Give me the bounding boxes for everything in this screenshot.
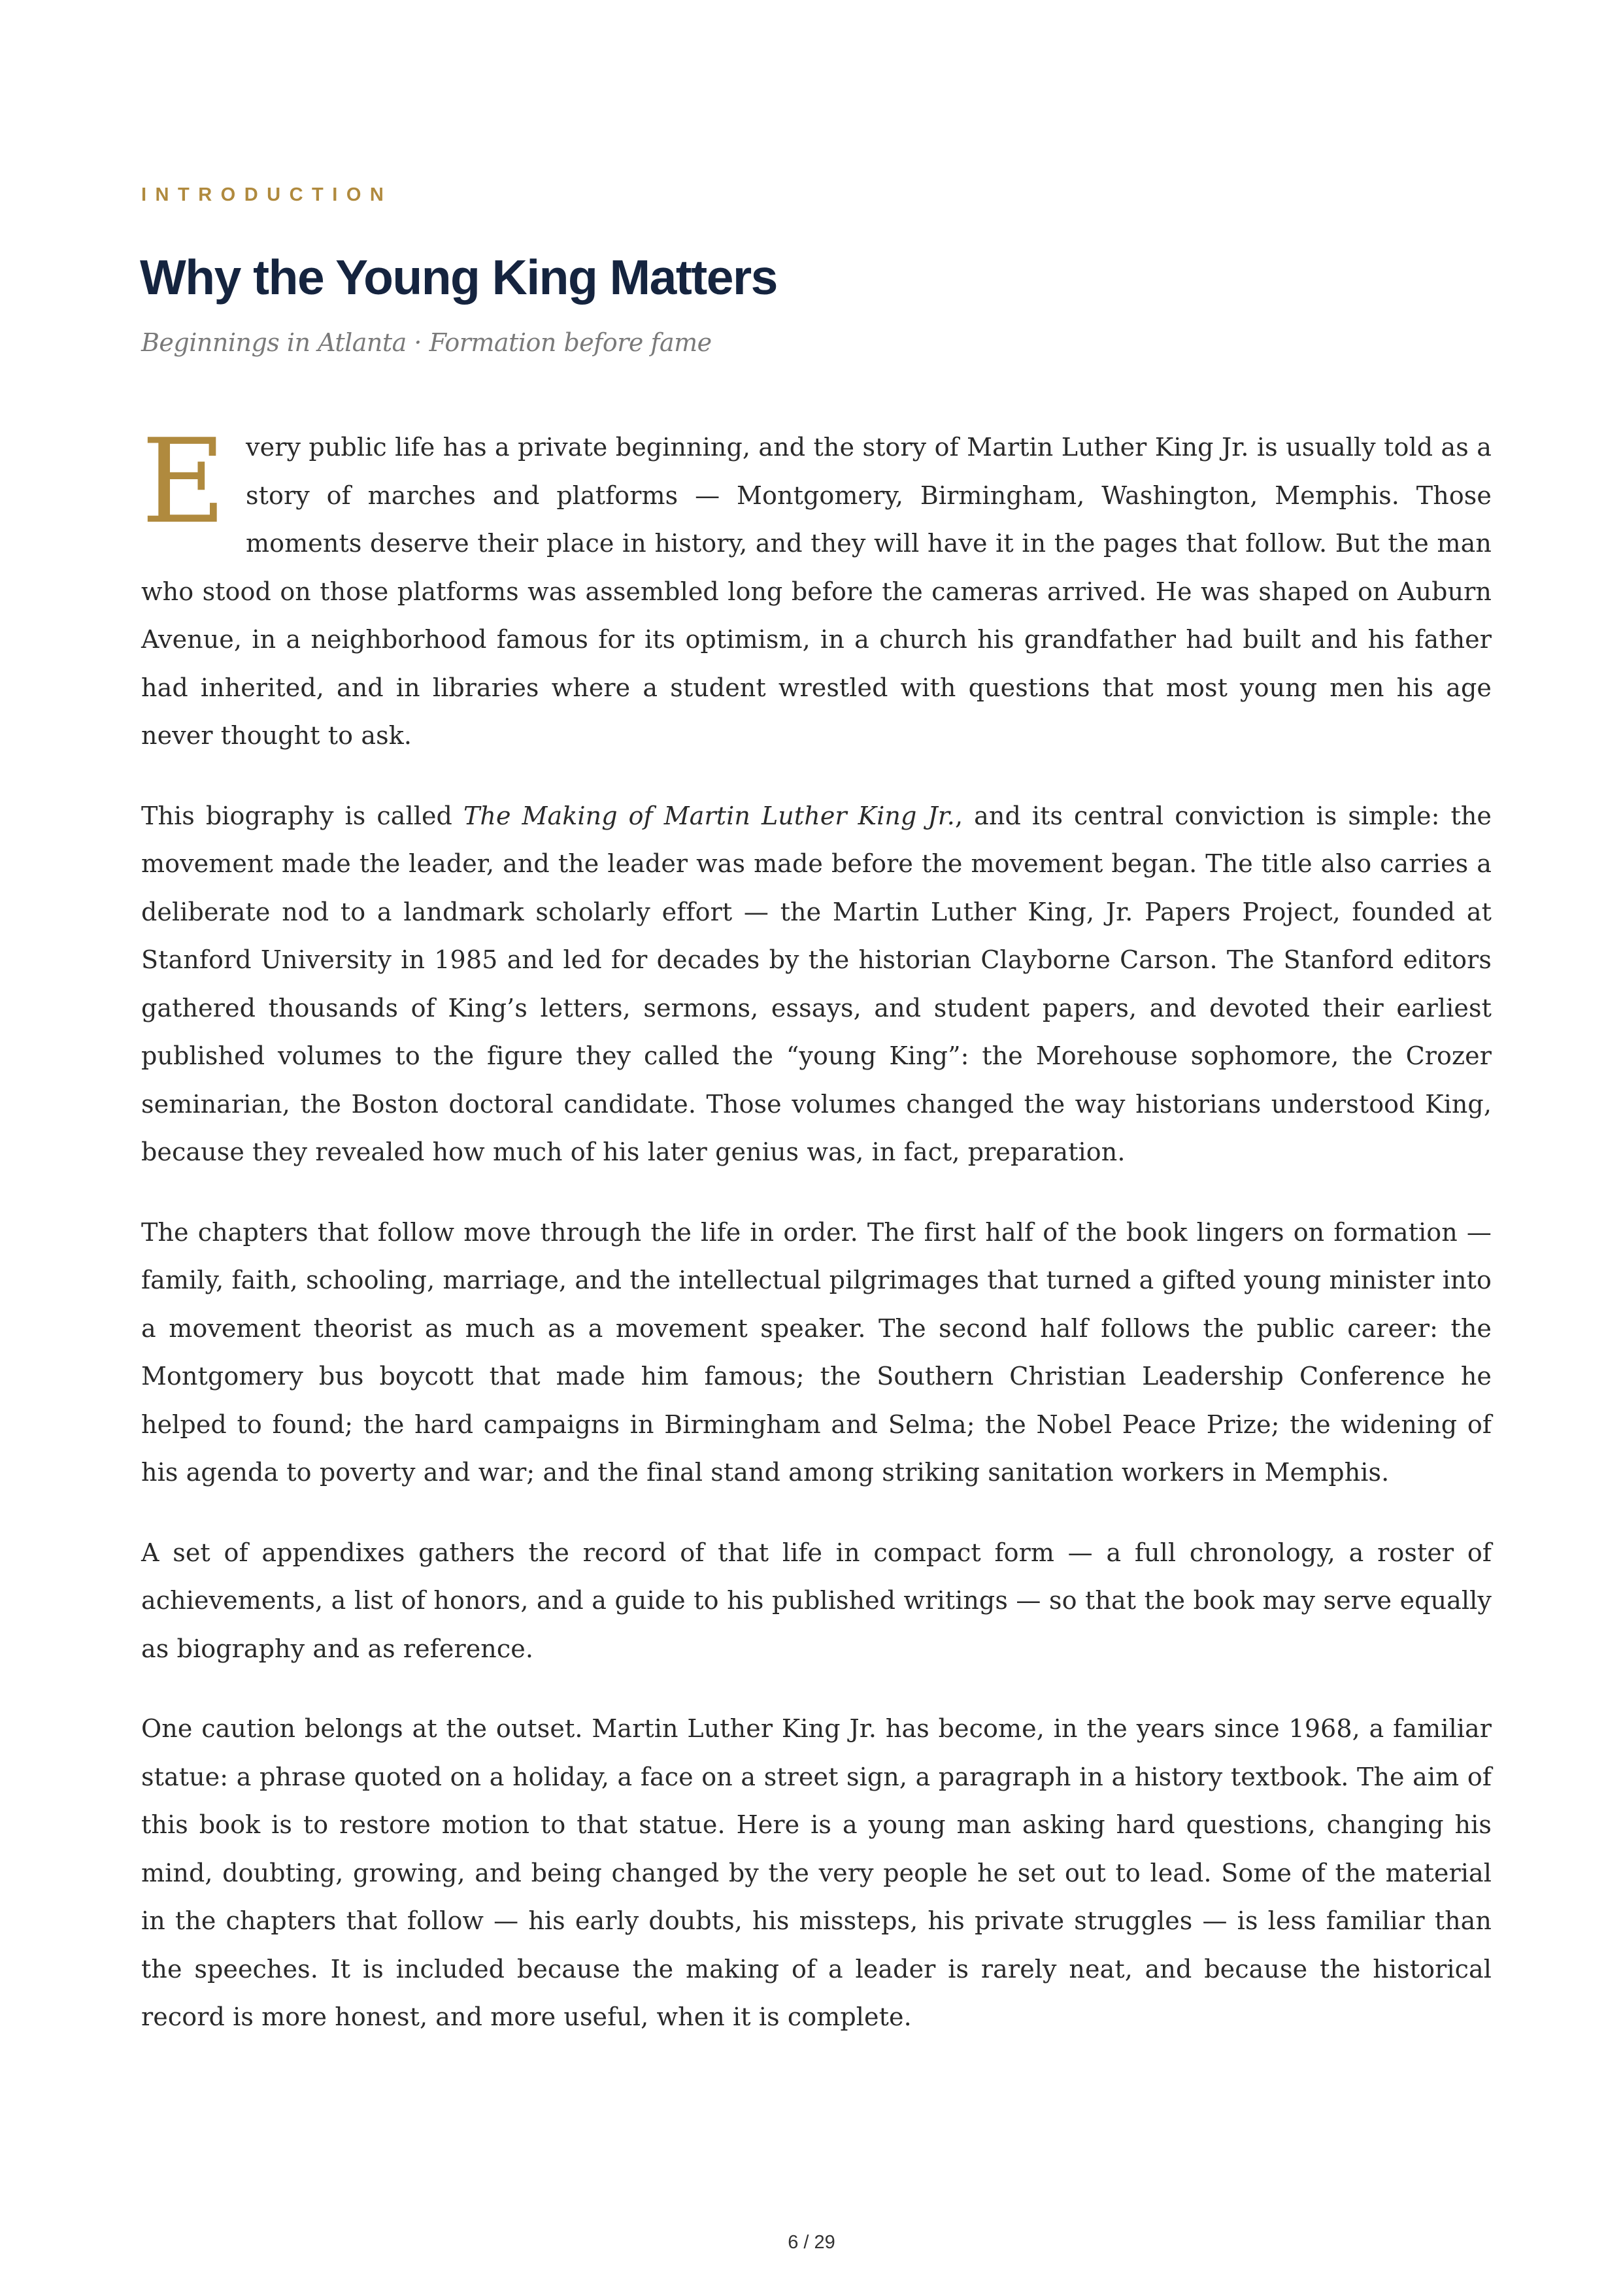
page-subtitle: Beginnings in Atlanta · Formation before fame [141, 328, 712, 357]
paragraph-1-text: very public life has a private beginning, and the story of Martin Luther King Jr. is usually told as a story of marches and platforms — Montgomery, Birmingham, Washington, Memphis. Those moments deserve their place in history, and they will have it in the pages that follow. But the man who stood on those platforms was assembled long before the cameras arrived. He was shaped on Auburn Avenue, in a neighborhood famous for its optimism, in a church his grandfather had built and his father had inherited, and in libraries where a student wrestled with questions that most young men his age never thought to ask. [141, 433, 1492, 750]
section-eyebrow: INTRODUCTION [141, 184, 393, 205]
page-title: Why the Young King Matters [140, 250, 777, 305]
paragraph-3: The chapters that follow move through the life in order. The first half of the book lingers on formation — family, faith, schooling, marriage, and the intellectual pilgrimages that turned a gifted young minister into a movement theorist as much as a movement speaker. The second half follows the public career: the Montgomery bus boycott that made him famous; the Southern Christian Leadership Conference he helped to found; the hard campaigns in Birmingham and Selma; the Nobel Peace Prize; the widening of his agenda to poverty and war; and the final stand among striking sanitation workers in Memphis. [141, 1217, 1492, 1487]
drop-cap: E [141, 414, 227, 549]
paragraph-1 [141, 414, 1492, 760]
paragraph-2-rest: , and its central conviction is simple: the movement made the leader, and the leader was made before the movement began. The title also carries a deliberate nod to a landmark scholarly effort — the Martin Luther King, Jr. Papers Project, founded at Stanford University in 1985 and led for decades by the historian Clayborne Carson. The Stanford editors gathered thousands of King’s letters, sermons, essays, and student papers, and devoted their earliest published volumes to the figure they called the “young King”: the Morehouse sophomore, the Crozer seminarian, the Boston doctoral candidate. Those volumes changed the way historians understood King, because they revealed how much of his later genius was, in fact, preparation. [141, 801, 1492, 1166]
book-title: The Making of Martin Luther King Jr. [463, 801, 955, 830]
body-text [141, 414, 1492, 2074]
paragraph-4: A set of appendixes gathers the record of that life in compact form — a full chronology, a roster of achievements, a list of honors, and a guide to his published writings — so that the book may serve equally as biography and as reference. [141, 1538, 1492, 1663]
paragraph-5: One caution belongs at the outset. Martin Luther King Jr. has become, in the years since 1968, a familiar statue: a phrase quoted on a holiday, a face on a street sign, a paragraph in a history textbook. The aim of this book is to restore motion to that statue. Here is a young man asking hard questions, changing his mind, doubting, growing, and being changed by the very people he set out to lead. Some of the material in the chapters that follow — his early doubts, his missteps, his private struggles — is less familiar than the speeches. It is included because the making of a leader is rarely neat, and because the historical record is more honest, and more useful, when it is complete. [141, 1714, 1492, 2031]
paragraph-2-lead: This biography is called [141, 801, 463, 830]
paragraph-2 [141, 792, 1492, 1177]
page-number: 6 / 29 [788, 2232, 835, 2253]
